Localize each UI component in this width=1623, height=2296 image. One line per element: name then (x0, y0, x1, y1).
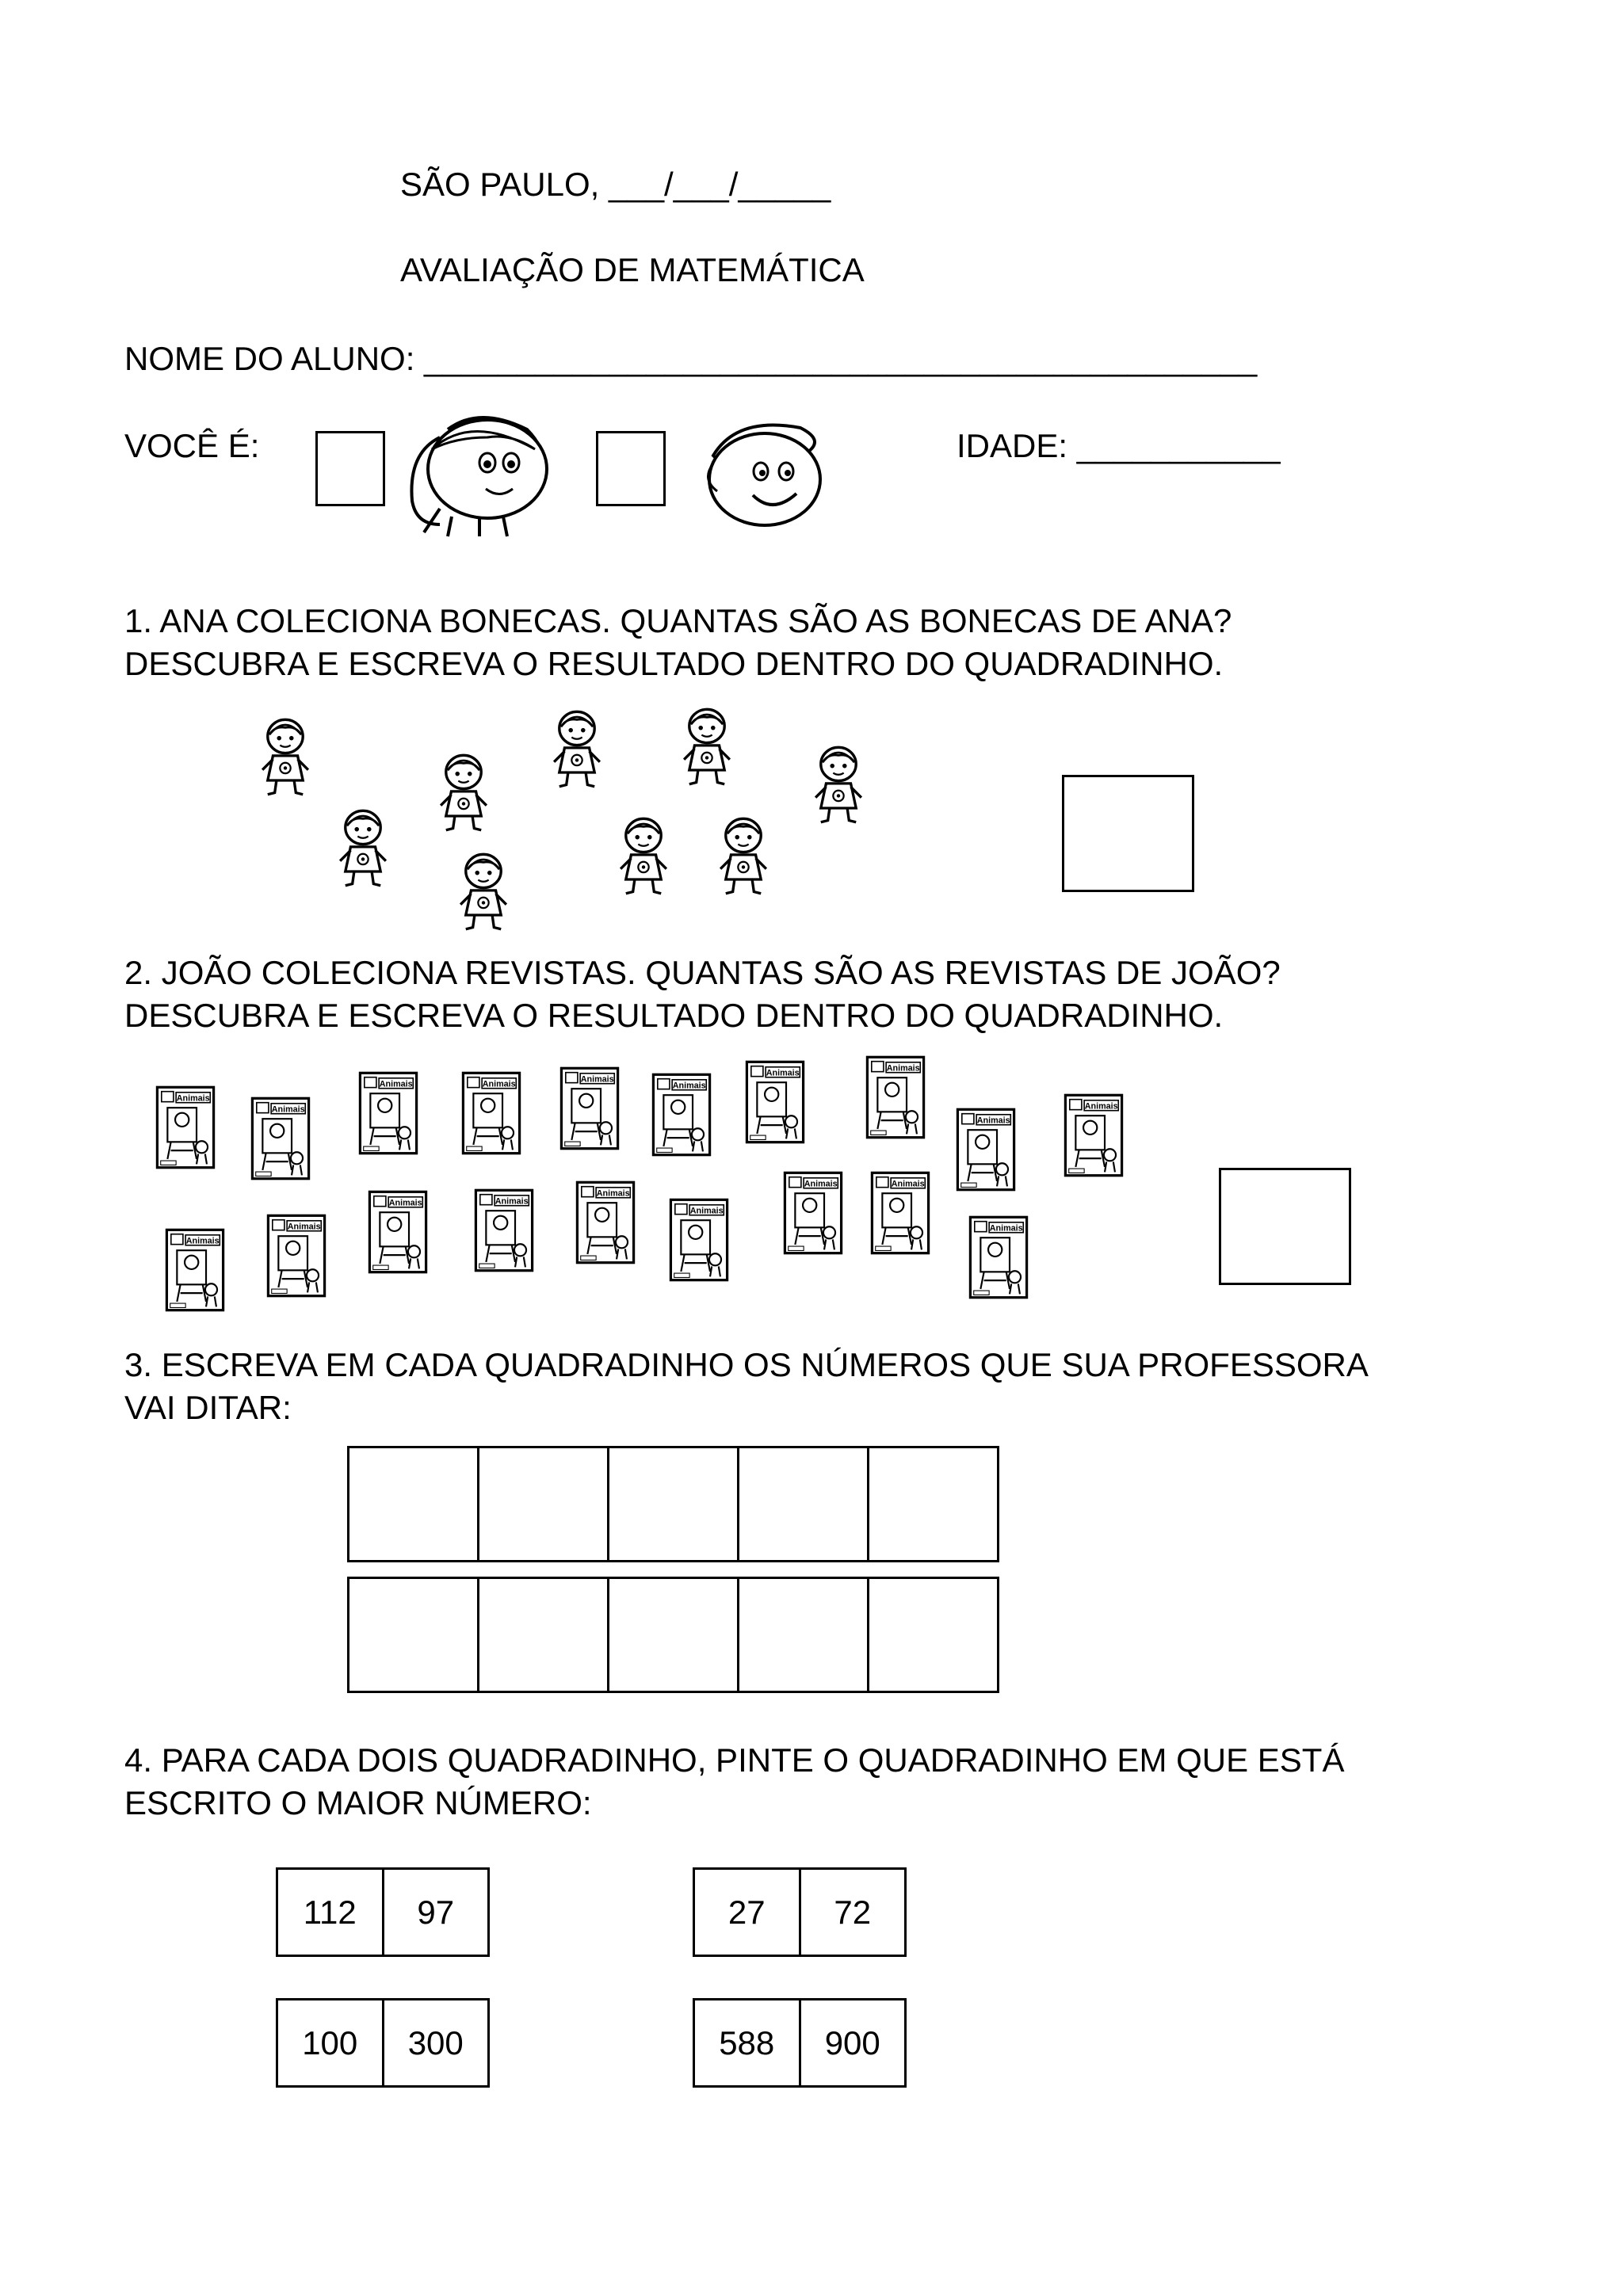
magazine-icon (1060, 1092, 1127, 1179)
q4-line2: ESCRITO O MAIOR NÚMERO: (124, 1784, 592, 1821)
magazine-icon (742, 1058, 808, 1146)
number-cell[interactable]: 300 (382, 2000, 488, 2085)
q2-answer-box[interactable] (1219, 1168, 1351, 1285)
number-pair (276, 1867, 490, 1957)
doll-icon (712, 816, 775, 895)
dictation-cell[interactable] (349, 1448, 477, 1560)
dictation-row-2 (347, 1577, 999, 1693)
number-cell[interactable]: 27 (727, 1893, 766, 1931)
magazine-icon (780, 1169, 846, 1257)
q3-line2: VAI DITAR: (124, 1389, 292, 1426)
magazine-icon (648, 1071, 715, 1158)
q1-answer-box[interactable] (1062, 775, 1194, 892)
doll-icon (254, 717, 317, 796)
number-cell[interactable]: 112 (303, 1893, 357, 1931)
dictation-cell[interactable] (737, 1579, 867, 1691)
magazine-icon (556, 1065, 623, 1152)
magazine-icon (365, 1188, 431, 1276)
number-cell[interactable]: 588 (719, 2023, 775, 2061)
magazine-icon (862, 1054, 929, 1141)
boy-face-icon (689, 408, 832, 531)
girl-face-icon (392, 406, 567, 540)
magazine-icon (247, 1095, 314, 1182)
magazine-icon (263, 1212, 330, 1299)
number-cell[interactable]: 100 (302, 2023, 358, 2061)
doll-icon (807, 745, 870, 824)
dictation-cell[interactable] (607, 1579, 737, 1691)
number-cell[interactable]: 72 (799, 1870, 905, 1955)
magazine-icon (867, 1169, 934, 1257)
doll-icon (675, 707, 739, 786)
dictation-cell[interactable] (607, 1448, 737, 1560)
magazine-icon (458, 1070, 525, 1157)
number-pair (276, 1998, 490, 2088)
number-cell[interactable]: 900 (799, 2000, 905, 2085)
dictation-cell[interactable] (349, 1579, 477, 1691)
magazine-icon (162, 1226, 228, 1314)
magazine-icon (355, 1070, 422, 1157)
magazine-icon (965, 1214, 1032, 1301)
city-date-line: SÃO PAULO, ___/___/_____ (400, 166, 831, 203)
dictation-cell[interactable] (867, 1579, 997, 1691)
doll-icon (452, 852, 515, 931)
q1-line2: DESCUBRA E ESCREVA O RESULTADO DENTRO DO QUADRADINHO. (124, 645, 1224, 682)
doll-icon (545, 709, 609, 788)
age-field[interactable]: IDADE: ___________ (957, 427, 1281, 464)
q3-line1: 3. ESCREVA EM CADA QUADRADINHO OS NÚMEROS QUE SUA PROFESSORA (124, 1346, 1369, 1383)
q4-line1: 4. PARA CADA DOIS QUADRADINHO, PINTE O QUADRADINHO EM QUE ESTÁ (124, 1741, 1345, 1779)
dictation-cell[interactable] (867, 1448, 997, 1560)
dictation-cell[interactable] (477, 1448, 607, 1560)
dictation-cell[interactable] (477, 1579, 607, 1691)
dictation-cell[interactable] (737, 1448, 867, 1560)
magazine-icon (572, 1179, 639, 1266)
girl-checkbox[interactable] (315, 431, 385, 506)
number-pair (693, 1867, 907, 1957)
doll-icon (612, 816, 675, 895)
boy-checkbox[interactable] (596, 431, 666, 506)
you-are-label: VOCÊ É: (124, 427, 260, 464)
magazine-icon (666, 1196, 732, 1283)
magazine-icon (953, 1106, 1019, 1193)
magazine-icon (152, 1084, 219, 1171)
q1-line1: 1. ANA COLECIONA BONECAS. QUANTAS SÃO AS BONECAS DE ANA? (124, 602, 1232, 639)
number-cell[interactable]: 97 (382, 1870, 488, 1955)
student-name-field[interactable]: NOME DO ALUNO: _____________________________________________ (124, 340, 1258, 377)
q2-line1: 2. JOÃO COLECIONA REVISTAS. QUANTAS SÃO AS REVISTAS DE JOÃO? (124, 954, 1281, 991)
dictation-row-1 (347, 1446, 999, 1562)
page-title: AVALIAÇÃO DE MATEMÁTICA (400, 251, 865, 288)
q2-line2: DESCUBRA E ESCREVA O RESULTADO DENTRO DO QUADRADINHO. (124, 997, 1224, 1034)
number-pair (693, 1998, 907, 2088)
doll-icon (432, 753, 495, 832)
magazine-icon (471, 1187, 537, 1274)
doll-icon (331, 808, 395, 887)
